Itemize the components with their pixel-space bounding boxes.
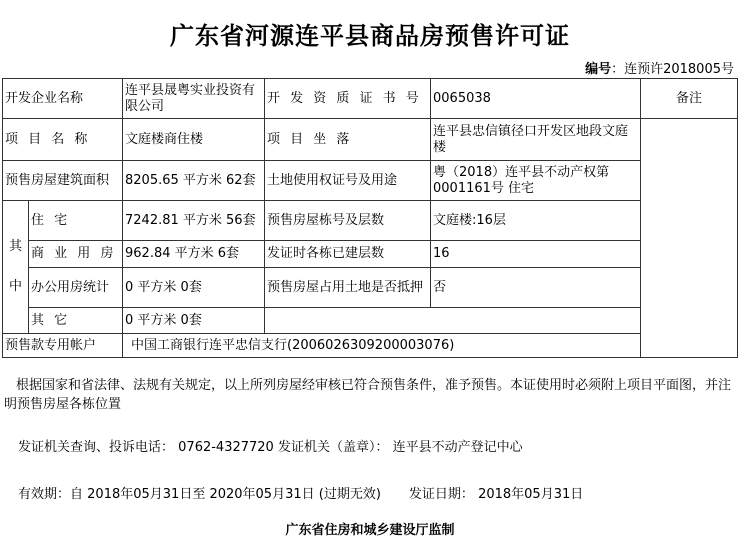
account-value: 中国工商银行连平忠信支行(2006026309200003076) (123, 334, 641, 358)
issuer-value: 连平县不动产登记中心 (392, 440, 523, 455)
building-label: 预售房屋栋号及层数 (265, 201, 431, 241)
table-row (3, 241, 738, 268)
certificate-table (2, 78, 738, 358)
table-row (3, 201, 738, 241)
land-value: 粤（2018）连平县不动产权第0001161号 住宅 (431, 161, 641, 201)
table-row (3, 119, 738, 161)
issue-date-value: 2018年05月31日 (478, 487, 584, 502)
table-row (3, 308, 738, 334)
validity-line (18, 483, 583, 502)
project-name-label: 项 目 名 称 (3, 119, 123, 161)
project-name-value: 文庭楼商住楼 (123, 119, 265, 161)
certificate-number-label: 编号 (585, 62, 612, 77)
issuer-label: 发证机关（盖章）： (277, 440, 389, 455)
certificate-number-value: 连预许2018005号 (624, 62, 734, 77)
office-value: 0 平方米 0套 (123, 268, 265, 308)
table-row (3, 161, 738, 201)
floors-built-value: 16 (431, 241, 641, 268)
developer-label: 开发企业名称 (3, 79, 123, 119)
phone-value: 0762-4327720 (178, 440, 274, 455)
office-label: 办公用房统计 (29, 268, 123, 308)
location-label: 项 目 坐 落 (265, 119, 431, 161)
supervisor-line: 广东省住房和城乡建设厅监制 (285, 523, 455, 538)
area-label: 预售房屋建筑面积 (3, 161, 123, 201)
contact-line (18, 436, 523, 455)
mortgage-value: 否 (431, 268, 641, 308)
certificate-title: 广东省河源连平县商品房预售许可证 (170, 22, 570, 50)
other-empty-cell (265, 308, 641, 334)
commercial-value: 962.84 平方米 6套 (123, 241, 265, 268)
remarks-cell (641, 119, 738, 358)
validity-value: 自 2018年05月31日至 2020年05月31日 (过期无效) (70, 487, 381, 502)
table-row (3, 79, 738, 119)
table-row (3, 268, 738, 308)
qualification-value: 0065038 (431, 79, 641, 119)
area-value: 8205.65 平方米 62套 (123, 161, 265, 201)
mortgage-label: 预售房屋占用土地是否抵押 (265, 268, 431, 308)
floors-built-label: 发证时各栋已建层数 (265, 241, 431, 268)
residential-value: 7242.81 平方米 56套 (123, 201, 265, 241)
issue-date-label: 发证日期： (408, 487, 474, 502)
land-label: 土地使用权证号及用途 (265, 161, 431, 201)
phone-label: 发证机关查询、投诉电话： (18, 440, 175, 455)
among-label: 其 中 (3, 201, 29, 334)
table-row (3, 334, 738, 358)
commercial-label: 商 业 用 房 (29, 241, 123, 268)
certificate-number: 编号：连预许2018005号 (585, 62, 734, 77)
other-value: 0 平方米 0套 (123, 308, 265, 334)
qualification-label: 开 发 资 质 证 书 号 (265, 79, 431, 119)
account-label: 预售款专用帐户 (3, 334, 123, 358)
residential-label: 住 宅 (29, 201, 123, 241)
building-value: 文庭楼:16层 (431, 201, 641, 241)
location-value: 连平县忠信镇径口开发区地段文庭楼 (431, 119, 641, 161)
other-label: 其 它 (29, 308, 123, 334)
notice-text: 根据国家和省法律、法规有关规定，以上所列房屋经审核已符合预售条件，准予预售。本证使用时必须附上项目平面图，并注明预售房屋各栋位置 (4, 378, 732, 412)
validity-label: 有效期： (18, 487, 71, 502)
remarks-label: 备注 (641, 79, 738, 119)
developer-value: 连平县晟粤实业投资有限公司 (123, 79, 265, 119)
